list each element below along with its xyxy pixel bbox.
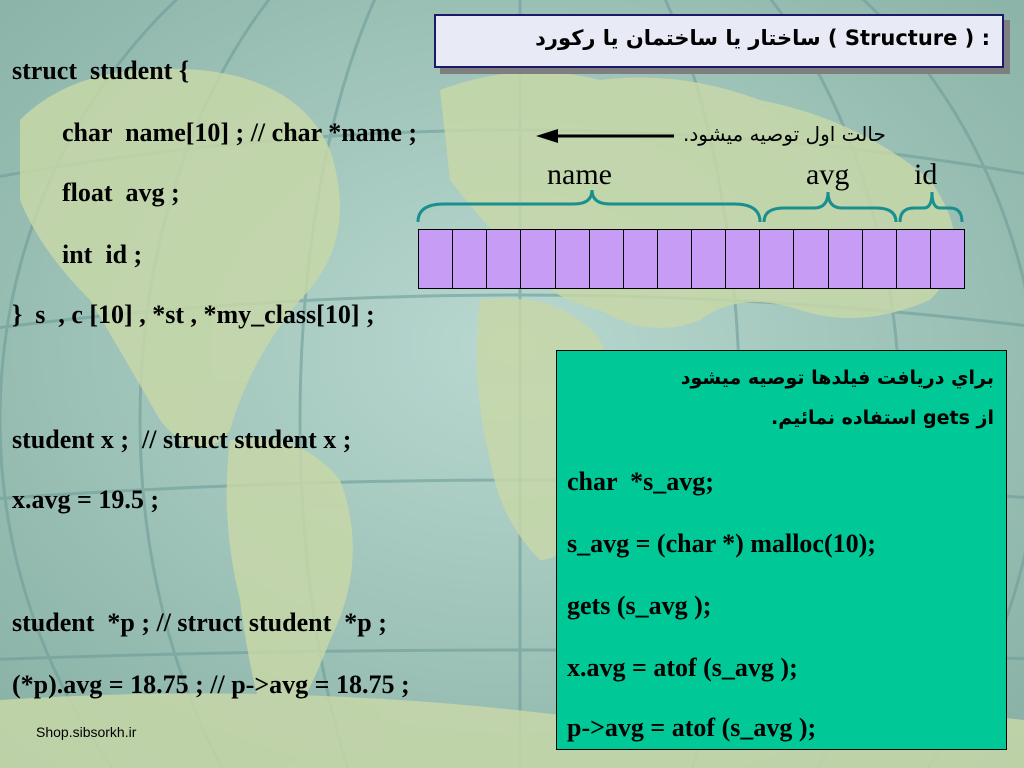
memory-cell	[590, 230, 624, 288]
memory-cell	[658, 230, 692, 288]
slide-title: : ( Structure ) ساختار يا ساختمان يا ركورد	[535, 26, 990, 50]
tip-code-1: char *s_avg;	[567, 467, 714, 496]
code-line-name: char name[10] ; // char *name ;	[62, 118, 418, 147]
code-line-decl: } s , c [10] , *st , *my_class[10] ;	[12, 300, 375, 329]
recommendation-note: حالت اول توصيه ميشود.	[683, 122, 886, 146]
tip-code-4: x.avg = atof (s_avg );	[567, 653, 798, 682]
memory-cell	[521, 230, 555, 288]
code-line-student-x: student x ; // struct student x ;	[12, 425, 352, 454]
memory-cell	[419, 230, 453, 288]
code-line-struct: struct student {	[12, 56, 190, 85]
memory-cell	[624, 230, 658, 288]
memory-cell	[692, 230, 726, 288]
code-line-student-p: student *p ; // struct student *p ;	[12, 608, 387, 637]
memory-cell	[794, 230, 828, 288]
field-braces	[414, 186, 970, 226]
memory-cells	[418, 229, 965, 289]
tip-code-3: gets (s_avg );	[567, 591, 712, 620]
memory-cell	[829, 230, 863, 288]
gets-tip-box	[556, 350, 1007, 750]
memory-cell	[863, 230, 897, 288]
footer-url: Shop.sibsorkh.ir	[36, 724, 137, 740]
code-line-id: int id ;	[62, 240, 143, 269]
tip-code-5: p->avg = atof (s_avg );	[567, 713, 817, 742]
brace-avg	[764, 192, 896, 222]
code-line-avg: float avg ;	[62, 178, 180, 207]
tip-line-1: براي دريافت فيلدها توصيه ميشود	[680, 367, 994, 389]
slide-title-box	[434, 14, 1004, 68]
field-label-id: id	[914, 158, 938, 191]
brace-id	[900, 192, 962, 222]
tip-code-2: s_avg = (char *) malloc(10);	[567, 529, 876, 558]
memory-cell	[760, 230, 794, 288]
field-label-name: name	[547, 158, 612, 191]
memory-cell	[453, 230, 487, 288]
memory-cell	[897, 230, 931, 288]
memory-cell	[726, 230, 760, 288]
tip-line-2: از gets استفاده نمائيم.	[771, 407, 994, 429]
code-line-xavg: x.avg = 19.5 ;	[12, 485, 159, 514]
left-arrow-icon	[536, 124, 676, 148]
memory-cell	[556, 230, 590, 288]
brace-name	[418, 190, 760, 222]
memory-cell	[487, 230, 521, 288]
code-line-pavg: (*p).avg = 18.75 ; // p->avg = 18.75 ;	[12, 670, 410, 699]
field-label-avg: avg	[806, 158, 850, 191]
memory-cell	[931, 230, 964, 288]
